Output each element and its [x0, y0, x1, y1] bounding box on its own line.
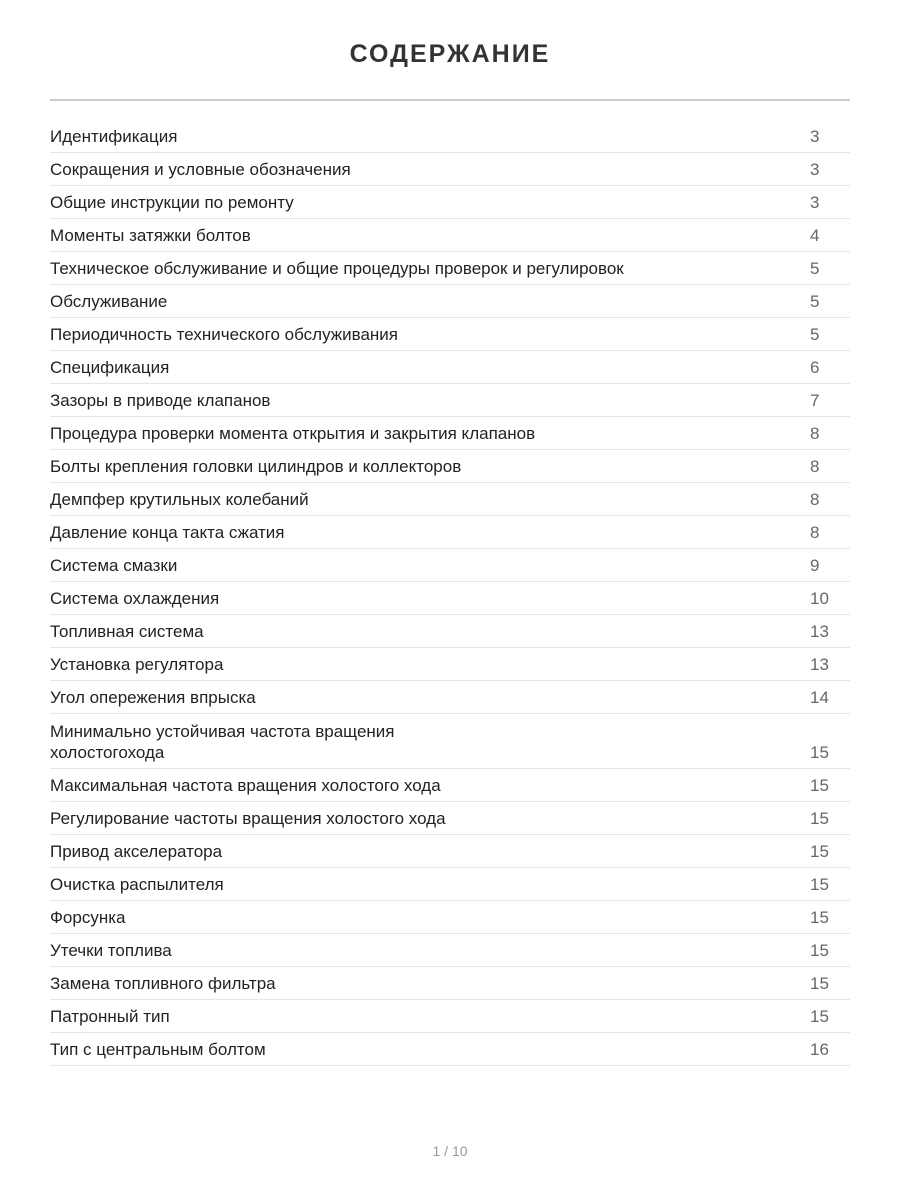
toc-entry[interactable]	[50, 648, 850, 681]
toc-entry-page: 3	[810, 160, 820, 179]
toc-entry-page: 8	[810, 490, 820, 509]
toc-entry-page: 4	[810, 226, 820, 245]
toc-entry[interactable]	[50, 516, 850, 549]
toc-entry-page: 13	[810, 655, 829, 674]
toc-entry-title: Замена топливного фильтра	[50, 974, 276, 993]
toc-entry-page: 5	[810, 292, 820, 311]
toc-entry-page: 15	[810, 809, 829, 828]
toc-entry[interactable]	[50, 901, 850, 934]
toc-entry[interactable]	[50, 252, 850, 285]
toc-entry-title: Система смазки	[50, 556, 178, 575]
toc-entry-page: 10	[810, 589, 829, 608]
toc-entry[interactable]	[50, 1000, 850, 1033]
toc-entry[interactable]	[50, 615, 850, 648]
toc-entry-title: Патронный тип	[50, 1007, 170, 1026]
toc-entry[interactable]	[50, 835, 850, 868]
toc-entry-page: 15	[810, 743, 829, 762]
toc-entry-title: Болты крепления головки цилиндров и коллекторов	[50, 457, 462, 476]
toc-entry-title: Регулирование частоты вращения холостого хода	[50, 809, 446, 828]
toc-entry[interactable]	[50, 802, 850, 835]
toc-entry-page: 9	[810, 556, 820, 575]
toc-entry[interactable]	[50, 714, 850, 769]
toc-entry-page: 16	[810, 1040, 829, 1059]
toc-entry-title: Периодичность технического обслуживания	[50, 325, 399, 344]
toc-entry-title: Моменты затяжки болтов	[50, 226, 251, 245]
toc-entry[interactable]	[50, 549, 850, 582]
toc-entry[interactable]	[50, 450, 850, 483]
toc-entry[interactable]	[50, 483, 850, 516]
toc-entry-page: 8	[810, 424, 820, 443]
toc-entry[interactable]	[50, 285, 850, 318]
toc-entry-title: Процедура проверки момента открытия и закрытия клапанов	[50, 424, 536, 443]
toc-entry[interactable]	[50, 582, 850, 615]
toc-entry-title: Привод акселератора	[50, 842, 223, 861]
toc-entry-page: 15	[810, 1007, 829, 1026]
toc-entry-page: 3	[810, 193, 820, 212]
toc-entry-title: Минимально устойчивая частота вращения холостогохода	[50, 722, 395, 762]
toc-entry-page: 14	[810, 688, 829, 707]
toc-entry-page: 5	[810, 325, 820, 344]
toc-entry[interactable]	[50, 120, 850, 153]
toc-entry[interactable]	[50, 186, 850, 219]
page-title: СОДЕРЖАНИЕ	[349, 40, 551, 68]
toc-entry[interactable]	[50, 681, 850, 714]
toc-entry[interactable]	[50, 318, 850, 351]
toc-entry[interactable]	[50, 384, 850, 417]
toc-entry-title: Максимальная частота вращения холостого хода	[50, 776, 441, 795]
toc-entry[interactable]	[50, 967, 850, 1000]
toc-entry-page: 13	[810, 622, 829, 641]
toc-entry-title: Очистка распылителя	[50, 875, 224, 894]
toc-entry[interactable]	[50, 219, 850, 252]
toc-entry-page: 3	[810, 127, 820, 146]
toc-entry-page: 8	[810, 523, 820, 542]
toc-entry[interactable]	[50, 769, 850, 802]
toc-entry-title: Спецификация	[50, 358, 170, 377]
toc-entry[interactable]	[50, 153, 850, 186]
toc-entry-page: 15	[810, 908, 829, 927]
table-of-contents	[50, 120, 850, 1066]
toc-entry-page: 15	[810, 776, 829, 795]
toc-entry-title: Угол опережения впрыска	[50, 688, 256, 707]
toc-entry-page: 15	[810, 875, 829, 894]
toc-entry[interactable]	[50, 868, 850, 901]
toc-entry-title: Тип с центральным болтом	[50, 1040, 266, 1059]
toc-entry-page: 15	[810, 974, 829, 993]
toc-entry-title: Демпфер крутильных колебаний	[50, 490, 309, 509]
page-indicator: 1 / 10	[432, 1143, 468, 1159]
toc-entry-page: 6	[810, 358, 820, 377]
toc-entry-title: Обслуживание	[50, 292, 168, 311]
toc-entry-page: 8	[810, 457, 820, 476]
toc-entry-title: Установка регулятора	[50, 655, 224, 674]
toc-entry[interactable]	[50, 1033, 850, 1066]
toc-entry-title: Сокращения и условные обозначения	[50, 160, 351, 179]
toc-entry-page: 15	[810, 941, 829, 960]
toc-entry-page: 7	[810, 391, 820, 410]
toc-entry[interactable]	[50, 417, 850, 450]
toc-entry-title: Общие инструкции по ремонту	[50, 193, 294, 212]
toc-entry-title: Форсунка	[50, 908, 126, 927]
toc-entry[interactable]	[50, 934, 850, 967]
toc-entry-page: 5	[810, 259, 820, 278]
toc-entry-title: Идентификация	[50, 127, 178, 146]
toc-entry-title: Топливная система	[50, 622, 204, 641]
toc-entry-title: Система охлаждения	[50, 589, 220, 608]
toc-entry-page: 15	[810, 842, 829, 861]
toc-entry-title: Зазоры в приводе клапанов	[50, 391, 271, 410]
toc-entry-title: Утечки топлива	[50, 941, 172, 960]
toc-entry[interactable]	[50, 351, 850, 384]
toc-entry-title: Техническое обслуживание и общие процедуры проверок и регулировок	[50, 259, 624, 278]
toc-entry-title: Давление конца такта сжатия	[50, 523, 285, 542]
title-divider	[50, 99, 850, 101]
